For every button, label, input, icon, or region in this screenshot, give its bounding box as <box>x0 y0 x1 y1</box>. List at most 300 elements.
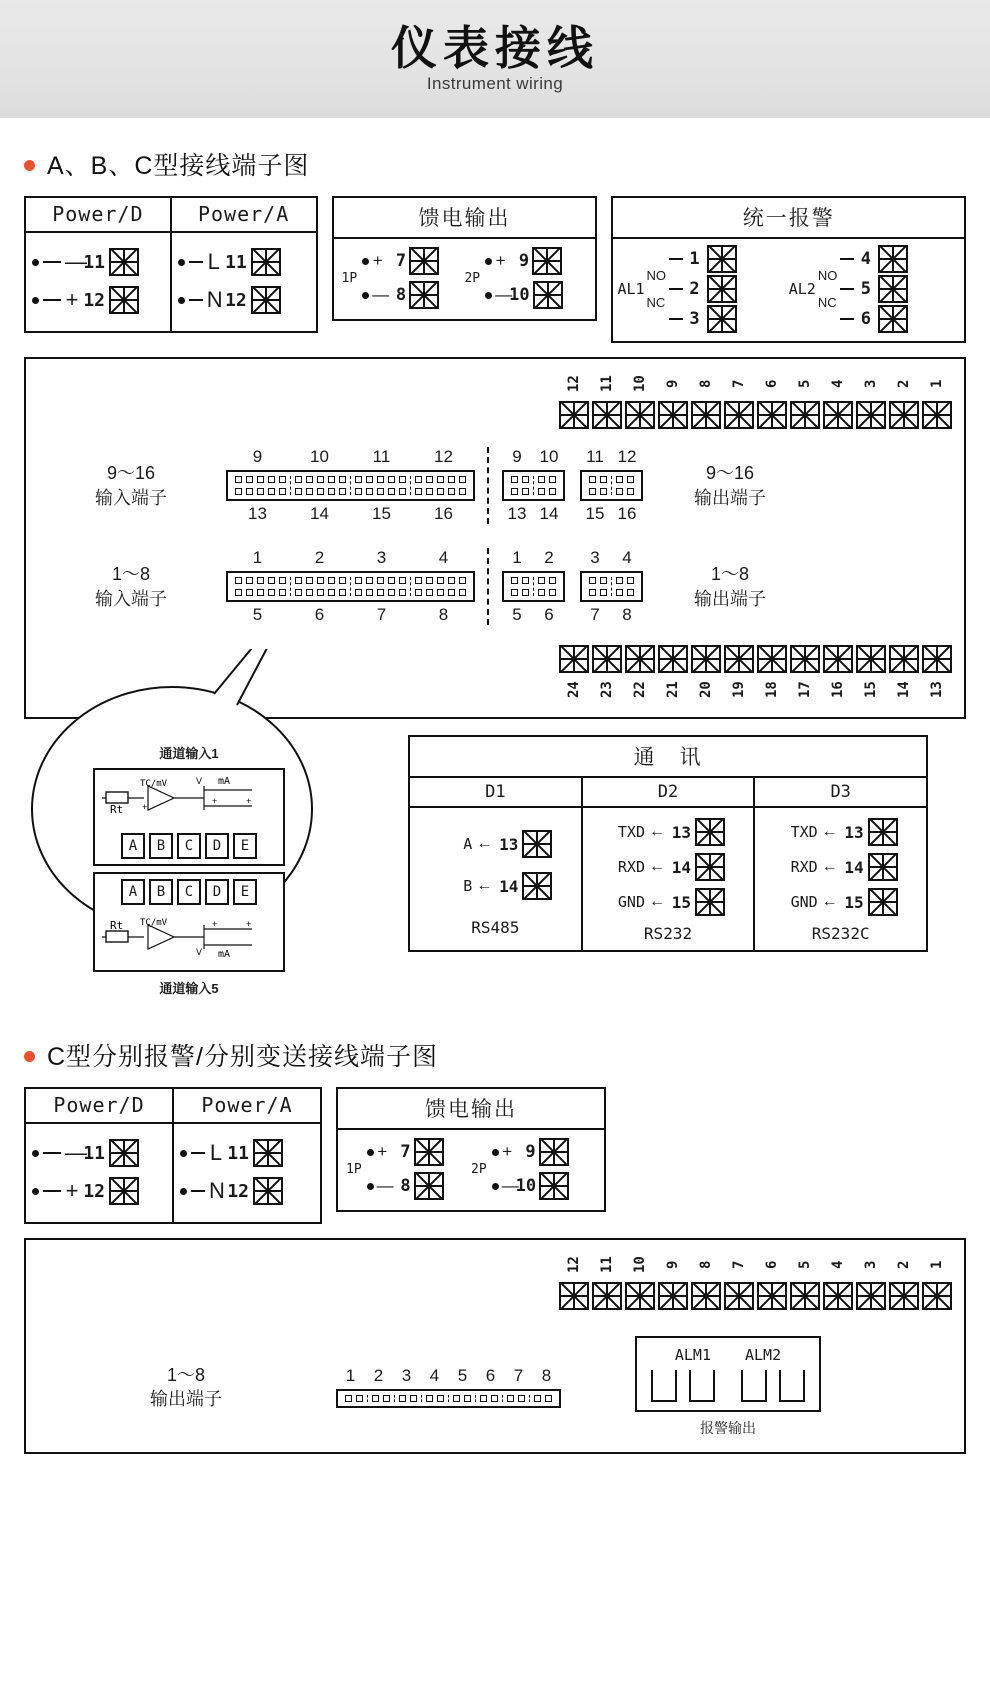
terminal-number: 5 <box>796 1260 813 1270</box>
terminal-number: 14 <box>895 681 912 699</box>
connector-group <box>410 476 470 495</box>
screw-terminal-icon <box>625 401 655 429</box>
section2-out-num: 2 <box>373 1366 384 1385</box>
svg-text:+: + <box>142 802 148 812</box>
output-9-16-bot-num: 16 <box>617 504 637 523</box>
section2-alarm-output <box>635 1336 821 1438</box>
screw-terminal-icon <box>707 275 737 303</box>
connector-group <box>585 577 611 596</box>
screw-terminal-icon <box>868 888 898 916</box>
letter-d: D <box>205 833 229 859</box>
section2-terminal-panel <box>24 1238 966 1454</box>
output-9-16-connector <box>580 470 643 501</box>
node-dot-icon <box>485 258 492 265</box>
screw-terminal-icon <box>823 1282 853 1310</box>
channel-input-5-schematic <box>93 872 285 972</box>
power-ac-line-2 <box>178 281 310 319</box>
input-9-16-top-num: 12 <box>434 447 453 466</box>
feed-1p-sign-1: + <box>372 251 383 270</box>
terminal-cell <box>822 645 853 707</box>
alarm-al2-tag-no: NO <box>817 268 838 283</box>
callout-and-comm-row <box>24 727 966 997</box>
feed-output-title: 馈电输出 <box>334 198 596 239</box>
section2-feed-2p-line-1 <box>492 1138 569 1166</box>
node-dot-icon <box>32 1188 39 1195</box>
terminal-cell <box>921 645 952 707</box>
comm-d1-sig-2: B <box>463 877 473 895</box>
input-9-16-connector <box>226 470 475 501</box>
terminal-number: 10 <box>631 375 648 393</box>
power-dc-line-1 <box>32 243 164 281</box>
output-9-16-bot-num: 14 <box>539 504 559 523</box>
screw-terminal-icon <box>790 645 820 673</box>
alarm-al2-tag-nc: NC <box>817 295 837 310</box>
screw-terminal-icon <box>922 1282 952 1310</box>
screw-terminal-icon <box>757 645 787 673</box>
screw-terminal-icon <box>856 1282 886 1310</box>
alarm-al2-num-2: 5 <box>860 279 871 299</box>
screw-terminal-icon <box>889 1282 919 1310</box>
screw-terminal-icon <box>414 1172 444 1200</box>
power-dc-num-1: 11 <box>83 251 105 273</box>
screw-terminal-icon <box>868 818 898 846</box>
section2-feed-2p-num-2: 10 <box>515 1176 537 1196</box>
connector-group <box>341 1395 367 1402</box>
alarm-pin <box>651 1370 677 1402</box>
section2-out-num: 5 <box>457 1366 468 1385</box>
terminal-number: 6 <box>763 1260 780 1270</box>
alarm-name-al2: AL2 <box>788 280 816 298</box>
terminal-cell <box>888 367 919 429</box>
terminal-number: 8 <box>697 1260 714 1270</box>
section2-out-num: 6 <box>485 1366 496 1385</box>
alarm-pin <box>741 1370 767 1402</box>
screw-terminal-icon <box>559 401 589 429</box>
letter-c: C <box>177 833 201 859</box>
screw-terminal-icon <box>878 275 908 303</box>
section2-feed-1p-line-1 <box>367 1138 444 1166</box>
bullet-icon <box>24 1051 35 1062</box>
section2-ac-num-2: 12 <box>227 1180 249 1202</box>
screw-terminal-icon <box>889 401 919 429</box>
terminal-cell <box>789 367 820 429</box>
section2-feed-1p-num-2: 8 <box>400 1176 411 1196</box>
section2-power-dc <box>26 1089 172 1222</box>
input-9-16-bot-num: 16 <box>434 504 453 523</box>
screw-terminal-icon <box>757 1282 787 1310</box>
section-title-1: A、B、C型接线端子图 <box>47 152 310 180</box>
comm-column-d2 <box>581 778 754 950</box>
connector-group <box>350 476 410 495</box>
output-1-8-bot-num: 7 <box>590 605 600 624</box>
terminal-number: 6 <box>763 379 780 389</box>
letter-e: E <box>233 833 257 859</box>
screw-terminal-icon <box>253 1139 283 1167</box>
alarm-al1-num-3: 3 <box>689 309 700 329</box>
feed-2p-sign-1: + <box>495 251 506 270</box>
input-1-8-bot-num: 6 <box>314 605 325 624</box>
svg-text:mA: mA <box>218 949 231 959</box>
screw-terminal-icon <box>522 872 552 900</box>
power-ac-sign-1: L <box>207 249 220 274</box>
node-dot-icon <box>180 1150 187 1157</box>
terminal-cell <box>789 1248 820 1310</box>
section2-feed-2p-sign-1: + <box>502 1142 513 1161</box>
comm-d1-line-2 <box>438 872 552 900</box>
screw-terminal-icon <box>691 645 721 673</box>
svg-text:V: V <box>196 776 203 786</box>
screw-terminal-icon <box>539 1172 569 1200</box>
output-1-8-bot-num: 5 <box>512 605 522 624</box>
output-1-8-bot-num: 8 <box>622 605 632 624</box>
screw-terminal-icon <box>889 645 919 673</box>
input-9-16-top-num: 10 <box>310 447 329 466</box>
terminal-number: 3 <box>862 379 879 389</box>
section2-output-label: 1～8 输出端子 <box>150 1364 222 1409</box>
screw-terminal-icon <box>691 1282 721 1310</box>
section2-feed-box <box>336 1087 606 1212</box>
node-dot-icon <box>485 292 492 299</box>
output-9-16-top-num: 11 <box>586 447 604 466</box>
svg-text:Rt: Rt <box>110 803 124 816</box>
comm-d2-num-1: 13 <box>671 822 691 842</box>
screw-terminal-icon <box>592 401 622 429</box>
input-1-8-bot-num: 8 <box>438 605 449 624</box>
terminal-cell <box>822 1248 853 1310</box>
screw-terminal-icon <box>625 645 655 673</box>
input-1-8-top-num: 4 <box>438 548 449 567</box>
feed-2p-num-2: 10 <box>509 285 530 305</box>
svg-text:+: + <box>246 796 252 806</box>
input-9-16-top-num: 9 <box>252 447 263 466</box>
svg-text:+: + <box>212 919 218 929</box>
comm-d3-num-3: 15 <box>844 892 864 912</box>
screw-terminal-icon <box>707 305 737 333</box>
output-9-16-bot-num: 13 <box>507 504 527 523</box>
terminal-number: 12 <box>565 375 582 393</box>
alarm-pin <box>779 1370 805 1402</box>
screw-terminal-icon <box>724 645 754 673</box>
channel-9-16-row <box>36 447 954 524</box>
power-dc-section <box>26 198 170 331</box>
comm-d2-num-2: 14 <box>671 857 691 877</box>
terminal-cell <box>657 1248 688 1310</box>
screw-terminal-icon <box>409 247 439 275</box>
terminal-number: 1 <box>928 1260 945 1270</box>
arrow-left-icon: ← <box>649 893 665 910</box>
power-dc-line-2 <box>32 281 164 319</box>
terminal-number: 16 <box>829 681 846 699</box>
screw-terminal-icon <box>695 853 725 881</box>
panel-divider <box>487 548 489 625</box>
screw-terminal-icon <box>695 888 725 916</box>
section2-top-terminal-strip <box>36 1248 954 1310</box>
terminal-cell <box>855 645 886 707</box>
screw-terminal-icon <box>878 305 908 333</box>
unified-alarm-box <box>611 196 966 343</box>
page-banner <box>0 0 990 118</box>
screw-terminal-icon <box>856 645 886 673</box>
svg-text:TC/mV: TC/mV <box>140 779 168 789</box>
screw-terminal-icon <box>539 1138 569 1166</box>
terminal-number: 20 <box>697 681 714 699</box>
comm-d3-sig-3: GND <box>790 893 818 911</box>
section2-feed-1p-line-2 <box>367 1172 444 1200</box>
output-1-8-top-num: 4 <box>622 548 632 567</box>
section-heading-1 <box>24 146 990 182</box>
callout-top-caption: 通道输入1 <box>159 746 219 761</box>
comm-column-d1 <box>410 778 581 950</box>
screw-terminal-icon <box>695 818 725 846</box>
terminal-number: 9 <box>664 1260 681 1270</box>
comm-d2-num-3: 15 <box>671 892 691 912</box>
alarm-name-al1: AL1 <box>617 280 645 298</box>
alarm-al1-line-3 <box>669 305 737 333</box>
section2-feed-label-1p: 1P <box>346 1161 362 1177</box>
screw-terminal-icon <box>409 281 439 309</box>
screw-terminal-icon <box>922 401 952 429</box>
alarm-al1-num-1: 1 <box>689 249 700 269</box>
connector-group <box>611 577 638 596</box>
input-1-8-label: 1～8 输入端子 <box>95 564 167 609</box>
node-dot-icon <box>367 1183 374 1190</box>
comm-d2-line-3 <box>611 888 725 916</box>
output-9-16-connector <box>502 470 565 501</box>
power-dc-title: Power/D <box>26 198 170 233</box>
terminal-cell <box>723 367 754 429</box>
screw-terminal-icon <box>823 645 853 673</box>
svg-text:V: V <box>196 947 203 957</box>
screw-terminal-icon <box>559 645 589 673</box>
terminal-cell <box>756 1248 787 1310</box>
feed-2p-line-1 <box>485 247 562 275</box>
terminal-number: 13 <box>928 681 945 699</box>
screw-terminal-icon <box>691 401 721 429</box>
terminal-cell <box>789 645 820 707</box>
node-dot-icon <box>492 1183 499 1190</box>
alarm-group-al1 <box>617 245 788 333</box>
schematic-1-drawing <box>100 776 266 828</box>
terminal-number: 17 <box>796 681 813 699</box>
connector-group <box>290 476 350 495</box>
screw-terminal-icon <box>109 1177 139 1205</box>
terminal-cell <box>756 645 787 707</box>
connector-group <box>350 577 410 596</box>
terminal-cell <box>756 367 787 429</box>
connector-group <box>502 1395 529 1402</box>
screw-terminal-icon <box>625 1282 655 1310</box>
screw-terminal-icon <box>868 853 898 881</box>
svg-text:TC/mV: TC/mV <box>140 918 168 928</box>
terminal-cell <box>657 367 688 429</box>
comm-d1-num-2: 14 <box>499 876 519 896</box>
feed-2p-line-2 <box>485 281 562 309</box>
feed-2p-sign-2: — <box>495 285 513 304</box>
comm-d3-sig-2: RXD <box>790 858 818 876</box>
arrow-left-icon: ← <box>821 893 838 910</box>
screw-terminal-icon <box>790 401 820 429</box>
node-dot-icon <box>32 297 39 304</box>
alarm-al2-num-1: 4 <box>860 249 871 269</box>
letter-b: B <box>149 833 173 859</box>
terminal-number: 2 <box>895 379 912 389</box>
screw-terminal-icon <box>109 1139 139 1167</box>
comm-d2-name: D2 <box>583 778 754 808</box>
comm-d3-name: D3 <box>755 778 926 808</box>
terminal-cell <box>690 645 721 707</box>
terminal-number: 22 <box>631 681 648 699</box>
terminal-cell <box>558 367 589 429</box>
feed-2p-num-1: 9 <box>518 251 530 271</box>
screw-terminal-icon <box>823 401 853 429</box>
connector-group <box>475 1395 502 1402</box>
section2-dc-sign-1: — <box>65 1140 87 1165</box>
svg-text:mA: mA <box>218 776 231 787</box>
section2-feed-2p-line-2 <box>492 1172 569 1200</box>
alarm-al2-line-2 <box>840 275 908 303</box>
terminal-number: 3 <box>862 1260 879 1270</box>
screw-terminal-icon <box>109 286 139 314</box>
connector-group <box>611 476 638 495</box>
feed-1p-num-1: 7 <box>395 251 407 271</box>
section2-feed-title: 馈电输出 <box>338 1089 604 1130</box>
comm-d2-sig-1: TXD <box>617 823 645 841</box>
terminal-cell <box>624 645 655 707</box>
connector-group <box>448 1395 475 1402</box>
svg-text:+: + <box>246 919 252 929</box>
output-1-8-top-num: 2 <box>544 548 554 567</box>
alarm-al2-num-3: 6 <box>860 309 871 329</box>
output-1-8-bot-num: 6 <box>544 605 554 624</box>
power-dc-sign-2: + <box>65 287 79 312</box>
terminal-cell <box>558 645 589 707</box>
section2-feed-1p-num-1: 7 <box>400 1142 411 1162</box>
terminal-number: 5 <box>796 379 813 389</box>
comm-d2-sig-2: RXD <box>617 858 645 876</box>
input-9-16-bot-num: 13 <box>248 504 267 523</box>
input-1-8-bot-num: 5 <box>252 605 263 624</box>
section2-power-ac-line-1 <box>180 1134 314 1172</box>
connector-group <box>367 1395 394 1402</box>
screw-terminal-icon <box>414 1138 444 1166</box>
input-1-8-top-num: 3 <box>376 548 387 567</box>
node-dot-icon <box>362 258 369 265</box>
section2-out-num: 4 <box>429 1366 440 1385</box>
section2-dc-sign-2: + <box>65 1178 79 1203</box>
terminal-number: 10 <box>631 1256 648 1274</box>
letter-c: C <box>177 879 201 905</box>
feed-1p-num-2: 8 <box>395 285 407 305</box>
terminal-number: 15 <box>862 681 879 699</box>
connector-group <box>231 577 290 596</box>
channel-input-1-schematic <box>93 768 285 866</box>
connector-group <box>533 577 560 596</box>
screw-terminal-icon <box>790 1282 820 1310</box>
screw-terminal-icon <box>532 247 562 275</box>
comm-d3-num-1: 13 <box>844 822 864 842</box>
section2-feed-1p-sign-1: + <box>377 1142 388 1161</box>
power-ac-title: Power/A <box>172 198 316 233</box>
screw-terminal-icon <box>592 645 622 673</box>
comm-d3-line-2 <box>784 853 898 881</box>
terminal-number: 7 <box>730 379 747 389</box>
alarm-group-al2 <box>789 245 960 333</box>
communication-box <box>408 735 928 952</box>
section2-output-connector <box>336 1389 561 1408</box>
arrow-left-icon: ← <box>649 858 665 875</box>
terminal-cell <box>888 645 919 707</box>
alm1-label: ALM1 <box>674 1346 711 1364</box>
feed-group-1p <box>342 247 465 309</box>
section2-out-num: 8 <box>541 1366 552 1385</box>
alarm-pin <box>689 1370 715 1402</box>
page-title: 仪表接线 <box>391 21 599 74</box>
feed-1p-sign-2: — <box>372 285 390 304</box>
comm-d1-name: D1 <box>410 778 581 808</box>
comm-d1-sig-1: A <box>463 835 473 853</box>
section2-power-ac-title: Power/A <box>174 1089 320 1124</box>
screw-terminal-icon <box>724 1282 754 1310</box>
output-1-8-connector <box>580 571 643 602</box>
node-dot-icon <box>32 1150 39 1157</box>
connector-group <box>529 1395 556 1402</box>
terminal-cell <box>558 1248 589 1310</box>
section2-feed-2p <box>471 1138 596 1200</box>
terminal-number: 2 <box>895 1260 912 1270</box>
node-dot-icon <box>492 1149 499 1156</box>
arrow-left-icon: ← <box>476 835 493 852</box>
terminal-cell <box>855 1248 886 1310</box>
feed-1p-line-2 <box>362 281 439 309</box>
screw-terminal-icon <box>707 245 737 273</box>
svg-text:Rt: Rt <box>110 919 124 932</box>
terminal-cell <box>624 1248 655 1310</box>
letter-a: A <box>121 833 145 859</box>
unified-alarm-title: 统一报警 <box>613 198 964 239</box>
power-ac-num-2: 12 <box>225 289 247 311</box>
section2-feed-2p-sign-2: — <box>501 1176 519 1195</box>
alarm-al1-line-1 <box>669 245 737 273</box>
terminal-cell <box>591 1248 622 1310</box>
section2-top-row <box>24 1087 966 1224</box>
connector-group <box>507 577 533 596</box>
node-dot-icon <box>178 259 185 266</box>
output-9-16-top-num: 10 <box>539 447 559 466</box>
comm-d1-line-1 <box>438 830 552 858</box>
top-terminal-strip <box>36 367 954 429</box>
alarm-al1-tag-no: NO <box>646 268 667 283</box>
letter-d: D <box>205 879 229 905</box>
power-dc-sign-1: — <box>65 249 87 274</box>
output-9-16-top-num: 9 <box>512 447 522 466</box>
input-9-16-top-num: 11 <box>372 447 391 466</box>
connector-group <box>410 577 470 596</box>
feed-output-box <box>332 196 598 321</box>
top-diagram-row <box>24 196 966 343</box>
schematic-5-drawing <box>100 907 266 959</box>
comm-d1-num-1: 13 <box>499 834 519 854</box>
comm-d3-line-3 <box>784 888 898 916</box>
output-9-16-top-num: 12 <box>617 447 637 466</box>
arrow-left-icon: ← <box>821 858 838 875</box>
section2-power-box <box>24 1087 322 1224</box>
output-1-8-label: 1～8 输出端子 <box>694 564 766 609</box>
terminal-cell <box>624 367 655 429</box>
input-1-8-bot-num: 7 <box>376 605 387 624</box>
feed-label-2p: 2P <box>464 270 481 286</box>
input-1-8-connector <box>226 571 475 602</box>
channel-1-letters <box>100 833 278 859</box>
